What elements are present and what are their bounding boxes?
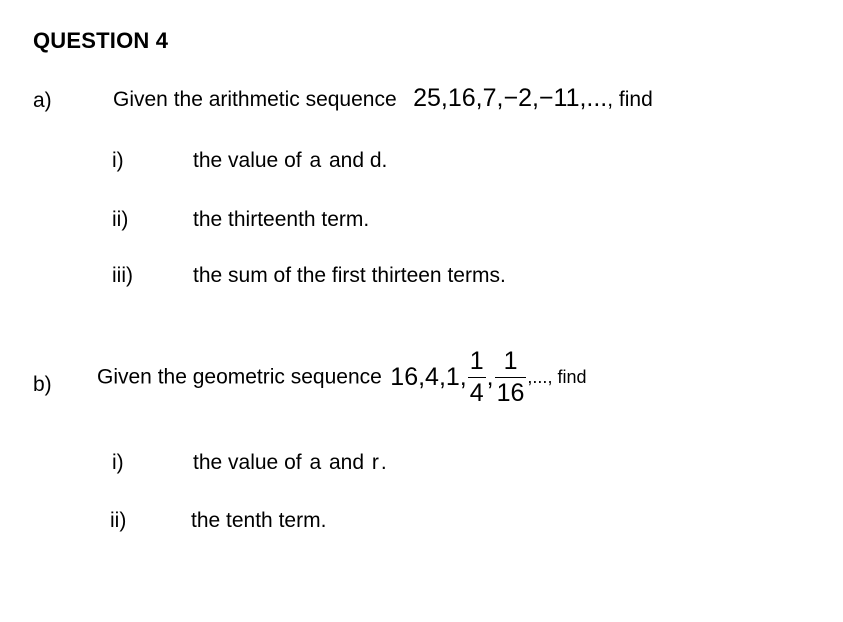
fraction-denominator: 4 [469,379,484,407]
part-a-intro: Given the arithmetic sequence [113,88,397,111]
part-a-item-3-text: the sum of the first thirteen terms. [193,264,506,287]
fraction-denominator: 16 [496,379,525,407]
part-a-item-3-label: iii) [112,264,133,287]
part-b-item-1-text [193,451,387,475]
item-text-before: the value of [193,149,302,172]
sequence-separator: , [486,363,494,391]
fraction-one-sixteenth [495,349,527,406]
part-b-intro: Given the geometric sequence [97,365,382,389]
part-b-item-1-label: i) [112,451,124,474]
part-a-prompt [113,84,653,113]
variable-a: a [309,451,322,474]
variable-r: r [371,451,379,474]
item-text-after: and d. [328,149,388,172]
part-a-suffix: , find [607,88,653,111]
geometric-sequence-start: 16,4,1, [390,363,467,391]
variable-a: a [309,149,322,172]
item-text-after: . [380,451,387,474]
part-b-label: b) [33,373,52,396]
geometric-sequence-end: ,... [527,367,548,387]
part-a-label: a) [33,89,52,112]
part-a-item-2-text: the thirteenth term. [193,208,370,231]
fraction-one-quarter [468,349,486,406]
arithmetic-sequence: 25,16,7,−2,−11,... [413,84,608,112]
part-b-item-2-text: the tenth term. [191,509,327,532]
fraction-numerator: 1 [468,349,486,378]
part-b-suffix: , find [547,367,587,387]
part-a-item-1-label: i) [112,149,124,172]
item-text-before: the value of [193,451,302,474]
part-a-item-2-label: ii) [112,208,129,231]
part-a-item-1-text [193,149,387,173]
part-b-item-2-label: ii) [110,509,127,532]
item-text-mid: and [328,451,365,474]
fraction-numerator: 1 [495,349,527,378]
question-title: QUESTION 4 [33,28,169,53]
part-b-prompt [97,349,586,406]
